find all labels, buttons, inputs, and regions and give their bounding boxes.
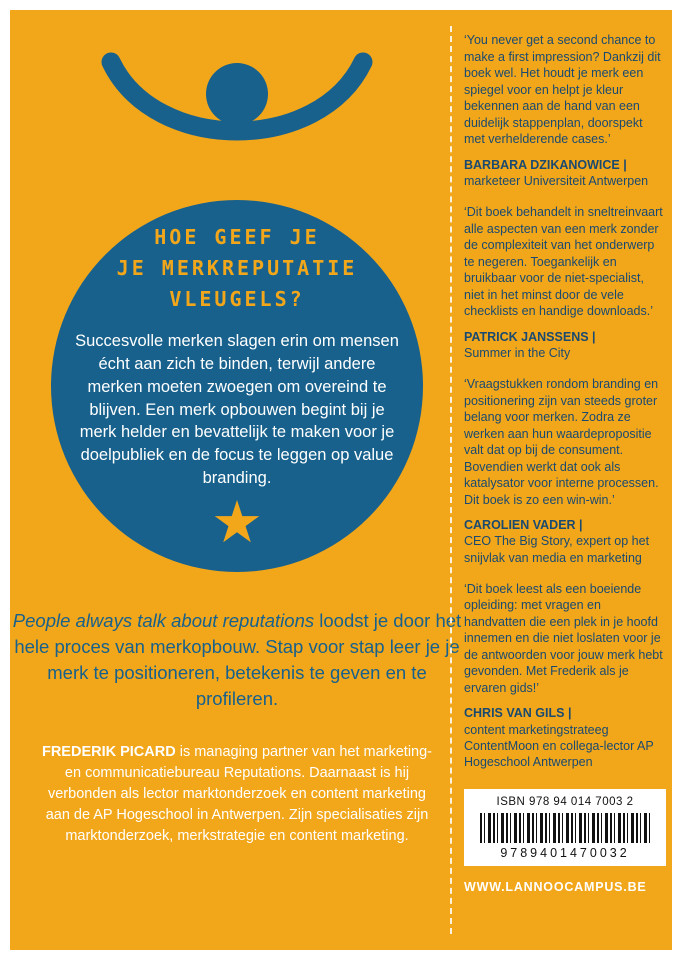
publisher-website: WWW.LANNOOCAMPUS.BE xyxy=(464,880,647,895)
testimonial-role: content marketingstrateeg ContentMoon en collega-lector AP Hogeschool Antwerpen xyxy=(464,722,654,769)
author-bio-text: is managing partner van het marketing- en communicatiebureau Reputations. Daarnaast is hij verbonden als lector marktonderzoek en content marketing aan de AP Hogeschool in Antwerpen. Zijn specialisaties zijn marktonderzoek, merkstrategie en content marketing. xyxy=(45,744,433,845)
testimonial-role: CEO The Big Story, expert op het snijvlak van media en marketing xyxy=(464,534,650,565)
tagline-rest: loodst je door het hele proces van merkopbouw. Stap voor stap leer je je merk te positioneren, betekenis te geven en te profileren. xyxy=(14,610,462,709)
testimonial xyxy=(464,581,666,771)
testimonial-quote: ‘Dit boek leest als een boeiende opleiding: met vragen en handvatten die een plek in je hoofd innemen en die niet loslaten voor je de antwoorden voor jouw merk hebt gevonden. Met Frederik als je ervaren gids!’ xyxy=(464,581,663,695)
star-icon: ★ xyxy=(211,489,263,555)
book-title-italic: People always talk about reputations xyxy=(12,610,315,631)
isbn-digits: 9789401470032 xyxy=(500,846,630,861)
author-bio xyxy=(37,742,437,847)
testimonial-role: marketeer Universiteit Antwerpen xyxy=(464,173,649,188)
headline-line-2: JE MERKREPUTATIE xyxy=(116,256,358,281)
barcode xyxy=(480,813,650,843)
dashed-divider xyxy=(450,26,452,934)
person-figure-svg xyxy=(97,48,377,156)
blue-circle-panel xyxy=(51,200,423,572)
book-tagline xyxy=(10,608,464,712)
testimonial-author: PATRICK JANSSENS | xyxy=(464,329,596,344)
isbn-label: ISBN 978 94 014 7003 2 xyxy=(496,796,634,809)
cover-headline xyxy=(117,222,358,315)
testimonial-role: Summer in the City xyxy=(464,345,571,360)
testimonial-quote: ‘You never get a second chance to make a first impression? Dankzij dit boek wel. Het houdt je merk een spiegel voor en helpt je kleur bekennen aan de hand van een duidelijk stappenplan, doorspekt met verhelderende cases.’ xyxy=(464,33,661,146)
cover-background xyxy=(10,10,672,950)
testimonial xyxy=(464,32,666,189)
person-figure-icon xyxy=(97,48,377,156)
cover-intro-text: Succesvolle merken slagen erin om mensen écht aan zich te binden, terwijl andere merken moeten zwoegen om overeind te blijven. Een merk opbouwen begint bij je merk helder en bevattelijk te maken voor je doelpubliek en de focus te leggen op value branding. xyxy=(75,332,399,487)
testimonial-quote: ‘Dit boek behandelt in sneltreinvaart alle aspecten van een merk zonder de complexiteit van het onderwerp te negeren. Toegankelijk en bruikbaar voor de niet-specialist, niet in het minst door de vele checklists en handige downloads.’ xyxy=(464,205,663,318)
headline-line-3: VLEUGELS? xyxy=(169,287,305,312)
author-name: FREDERIK PICARD xyxy=(41,744,176,760)
testimonial-author: CAROLIEN VADER | xyxy=(464,518,583,532)
testimonial-quote: ‘Vraagstukken rondom branding en positionering zijn van steeds groter belang voor merken. Zodra ze werken aan hun waardepropositie valt dat op bij de consument. Bovendien werkt dat ook als katalysator voor interne processen. Dit boek is zo een win-win.’ xyxy=(464,377,659,507)
testimonials-column xyxy=(464,32,666,894)
testimonial xyxy=(464,204,666,361)
testimonial-author: BARBARA DZIKANOWICE | xyxy=(464,157,627,172)
isbn-block xyxy=(464,789,666,866)
testimonial-author: CHRIS VAN GILS | xyxy=(464,706,572,721)
headline-line-1: HOE GEEF JE xyxy=(154,225,320,250)
testimonial xyxy=(464,376,666,566)
